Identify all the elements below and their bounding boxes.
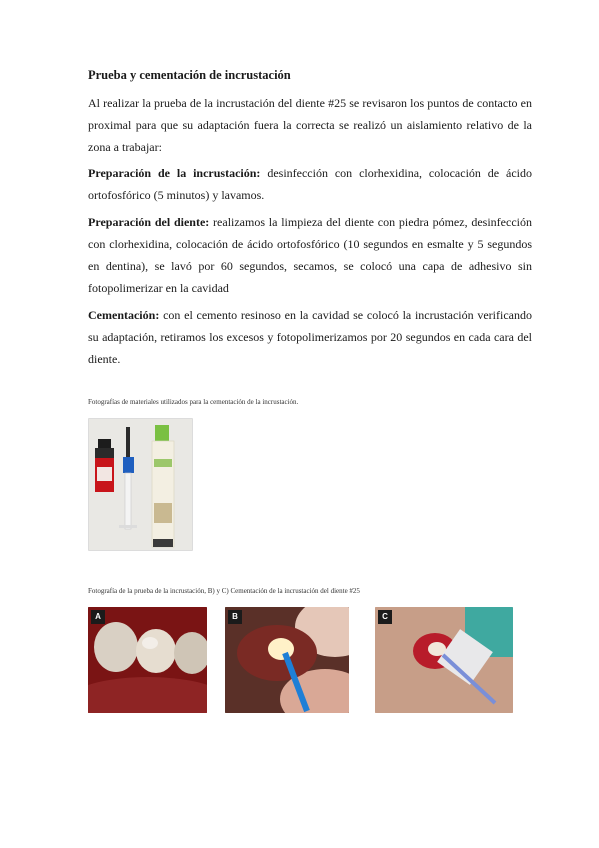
intro-text: Al realizar la prueba de la incrustación del diente #25 se revisaron los puntos de contacto en proximal para que su adaptación fuera la correcta se realizó un aislamiento relativo de la zona a trabajar: (88, 96, 532, 154)
procedure-caption: Fotografía de la prueba de la incrustación, B) y C) Cementación de la incrustación del diente #25 (88, 587, 360, 595)
photo-a-illustration (88, 607, 207, 713)
photo-c-label: C (378, 610, 392, 624)
photo-b-illustration (225, 607, 349, 713)
prep-diente-label: Preparación del diente: (88, 215, 210, 229)
intro-paragraph (88, 92, 532, 158)
prep-diente-paragraph (88, 211, 532, 299)
materials-illustration (89, 419, 192, 550)
prep-incrustacion-paragraph (88, 162, 532, 206)
materials-photo (88, 418, 193, 551)
prep-diente-text: realizamos la limpieza del diente con piedra pómez, desinfección con clorhexidina, colocación de ácido ortofosfórico (10 segundos en esmalte y 5 segundos en dentina), se lavó por 60 segundos, secamos, se colocó una capa de adhesivo sin fotopolimerizar en la cavidad (88, 215, 532, 295)
prep-incrustacion-text: desinfección con clorhexidina, colocación de ácido ortofosfórico (5 minutos) y lavamos. (88, 166, 532, 202)
cementacion-paragraph (88, 304, 532, 370)
section-heading: Prueba y cementación de incrustación (88, 68, 291, 82)
prep-incrustacion-label: Preparación de la incrustación: (88, 166, 261, 180)
materials-caption: Fotografías de materiales utilizados para la cementación de la incrustación. (88, 398, 299, 406)
photo-a-label: A (91, 610, 105, 624)
photo-c-illustration (375, 607, 513, 713)
photo-b-label: B (228, 610, 242, 624)
cementacion-text: con el cemento resinoso en la cavidad se colocó la incrustación verificando su adaptación, retiramos los excesos y fotopolimerizamos por 20 segundos en cada cara del diente. (88, 308, 532, 366)
photo-c-cementation (375, 607, 513, 713)
photo-b-cementation (225, 607, 349, 713)
photo-a-inlay-try-in (88, 607, 207, 713)
cementacion-label: Cementación: (88, 308, 160, 322)
